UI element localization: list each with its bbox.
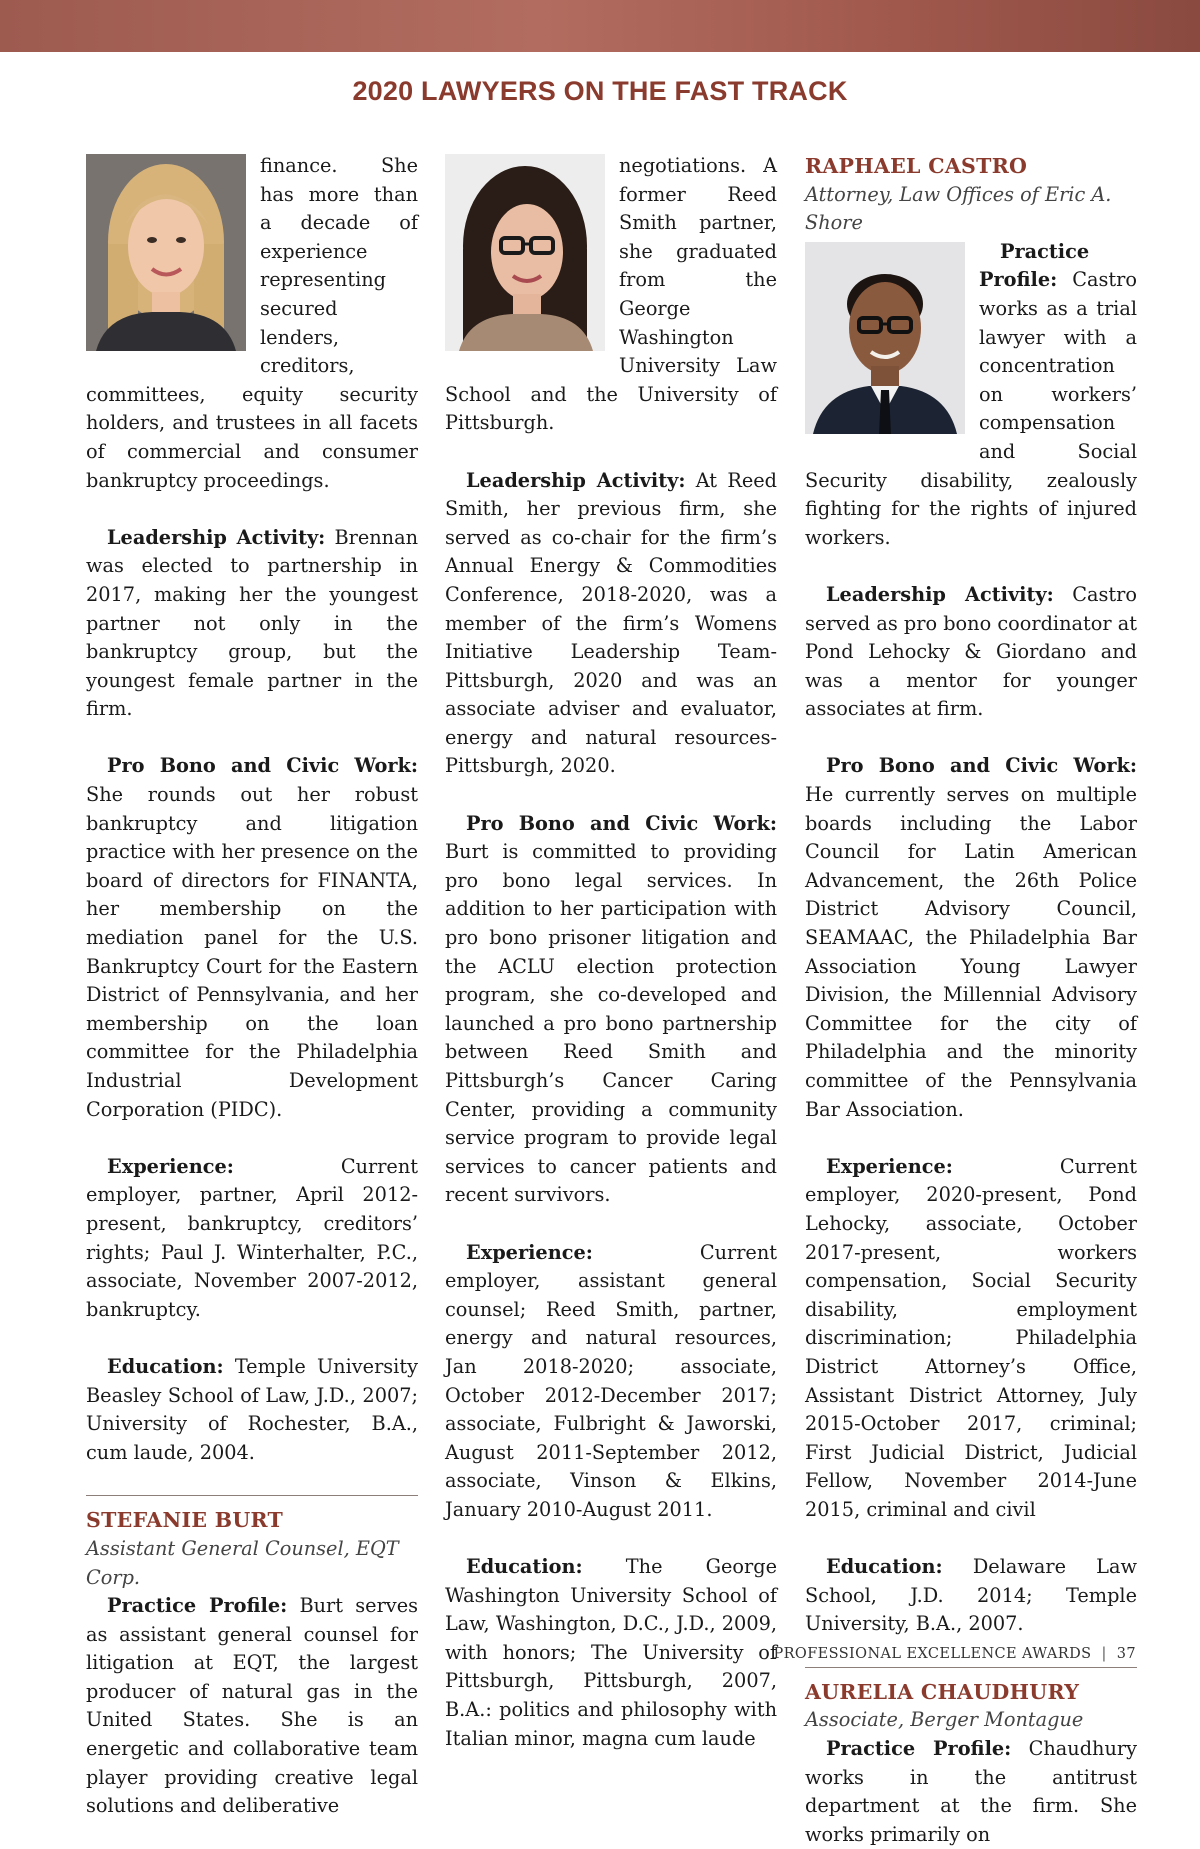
probono-label: Pro Bono and Civic Work: [107,754,418,778]
experience-paragraph [805,1153,1137,1525]
practice-text: Burt serves as assistant general counsel for litigation at EQT, the largest producer of natural gas in the United States. She is an energetic and collaborative team player providing creative legal solutions and deliberative [86,1594,418,1818]
page-footer [773,1646,1136,1662]
probono-text: Burt is committed to providing pro bono legal services. In addition to her participation with pro bono prisoner litigation and the ACLU election protection program, she co-developed and launched a pro bono partnership between Reed Smith and Pittsburgh’s Cancer Caring Center, providing a community service program to provide legal services to cancer patients and recent survivors. [445,840,777,1207]
experience-label: Experience: [107,1154,234,1178]
publication-name: PROFESSIONAL EXCELLENCE AWARDS [773,1646,1092,1662]
experience-label: Experience: [466,1240,593,1264]
leadership-paragraph [445,467,777,782]
education-label: Education: [826,1555,943,1579]
experience-paragraph [445,1239,777,1525]
experience-text: Current employer, partner, April 2012-present, bankruptcy, creditors’ rights; Paul J. Winterhalter, P.C., associate, November 2007-2012, bankruptcy. [86,1154,418,1321]
practice-text: Chaudhury works in the antitrust department at the firm. She works primarily on [805,1737,1137,1846]
portrait-photo-brennan [86,154,246,351]
education-text: Delaware Law School, J.D. 2014; Temple University, B.A., 2007. [805,1555,1137,1636]
probono-text: She rounds out her robust bankruptcy and litigation practice with her presence on the board of directors for FINANTA, her membership on the mediation panel for the U.S. Bankruptcy Court for the Eastern District of Pennsylvania, and her membership on the loan committee for the Philadelphia Industrial Development Corporation (PIDC). [86,783,418,1121]
experience-label: Experience: [826,1154,953,1178]
person-name-chaudhury: AURELIA CHAUDHURY [805,1679,1080,1704]
education-text: Temple University Beasley School of Law, J.D., 2007; University of Rochester, B.A., cum laude, 2004. [86,1354,418,1464]
person-title-burt: Assistant General Counsel, EQT Corp. [86,1536,399,1589]
education-paragraph [86,1353,418,1467]
practice-label: Practice Profile: [979,239,1090,292]
probono-text: He currently serves on multiple boards including the Labor Council for Latin American Advancement, the 26th Police District Advisory Council, SEAMAAC, the Philadelphia Bar Association Young Lawyer Division, the Millennial Advisory Committee for the city of Philadelphia and the minority committee of the Pennsylvania Bar Association. [805,783,1137,1121]
experience-paragraph [86,1153,418,1325]
leadership-text: Brennan was elected to partnership in 2017, making her the youngest partner not only in the bankruptcy group, but the youngest female partner in the firm. [86,525,418,721]
probono-paragraph [86,752,418,1124]
section-divider [86,1495,418,1496]
probono-paragraph [805,752,1137,1124]
leadership-text: Castro served as pro bono coordinator at Pond Lehocky & Giordano and was a mentor for younger associates at firm. [805,582,1137,721]
text-intro: finance. She has more than a decade of experience representing secured lenders, creditors, committees, equity security holders, and trustees in all facets of commercial and consumer bankruptcy proceedings. [86,154,418,492]
person-title-chaudhury: Associate, Berger Montague [805,1708,1084,1732]
page-number: 37 [1116,1646,1136,1662]
education-label: Education: [107,1354,224,1378]
education-paragraph [445,1553,777,1753]
practice-label: Practice Profile: [107,1594,288,1618]
leadership-paragraph [86,524,418,724]
probono-label: Pro Bono and Civic Work: [466,811,777,835]
footer-separator: | [1101,1646,1107,1662]
column-3 [805,152,1137,1849]
leadership-paragraph [805,581,1137,724]
column-1 [86,152,418,1821]
leadership-text: At Reed Smith, her previous firm, she served as co-chair for the firm’s Annual Energy & Commodities Conference, 2018-2020, was a member of the firm’s Womens Initiative Leadership Team-Pittsburgh, 2020 and was an associate adviser and evaluator, energy and natural resources-Pittsburgh, 2020. [445,468,777,778]
column-2 [445,152,777,1753]
page-title: 2020 LAWYERS ON THE FAST TRACK [352,76,848,106]
probono-label: Pro Bono and Civic Work: [826,754,1137,778]
leadership-label: Leadership Activity: [466,468,686,492]
practice-label: Practice Profile: [826,1737,1012,1761]
practice-paragraph-chaudhury [805,1735,1137,1849]
portrait-photo-burt [445,154,605,351]
portrait-photo-castro [805,242,965,434]
experience-text: Current employer, assistant general counsel; Reed Smith, partner, energy and natural resources, Jan 2018-2020; associate, October 2012-December 2017; associate, Fulbright & Jaworski, August 2011-September 2012, associate, Vinson & Elkins, January 2010-August 2011. [445,1240,777,1521]
person-title-castro: Attorney, Law Offices of Eric A. Shore [805,182,1112,235]
practice-paragraph-burt [86,1592,418,1821]
section-divider [805,1667,1137,1668]
practice-text: Castro works as a trial lawyer with a concentration on workers’ compensation and Social Security disability, zealously fighting for the rights of injured workers. [805,268,1137,549]
education-paragraph [805,1553,1137,1639]
person-name-burt: STEFANIE BURT [86,1508,284,1533]
education-text: The George Washington University School of Law, Washington, D.C., J.D., 2009, with honors; The University of Pittsburgh, Pittsburgh, 2007, B.A.: politics and philosophy with Italian minor, magna cum laude [445,1555,777,1750]
probono-paragraph [445,810,777,1210]
education-label: Education: [466,1555,583,1579]
text-intro: negotiations. A former Reed Smith partner, she graduated from the George Washington University Law School and the University of Pittsburgh. [445,154,777,435]
experience-text: Current employer, 2020-present, Pond Lehocky, associate, October 2017-present, workers compensation, Social Security disability, employment discrimination; Philadelphia District Attorney’s Office, Assistant District Attorney, July 2015-October 2017, criminal; First Judicial District, Judicial Fellow, November 2014-June 2015, criminal and civil [805,1154,1137,1521]
leadership-label: Leadership Activity: [107,525,326,549]
leadership-label: Leadership Activity: [826,582,1054,606]
top-color-band [0,0,1200,52]
person-name-castro: RAPHAEL CASTRO [805,154,1028,178]
